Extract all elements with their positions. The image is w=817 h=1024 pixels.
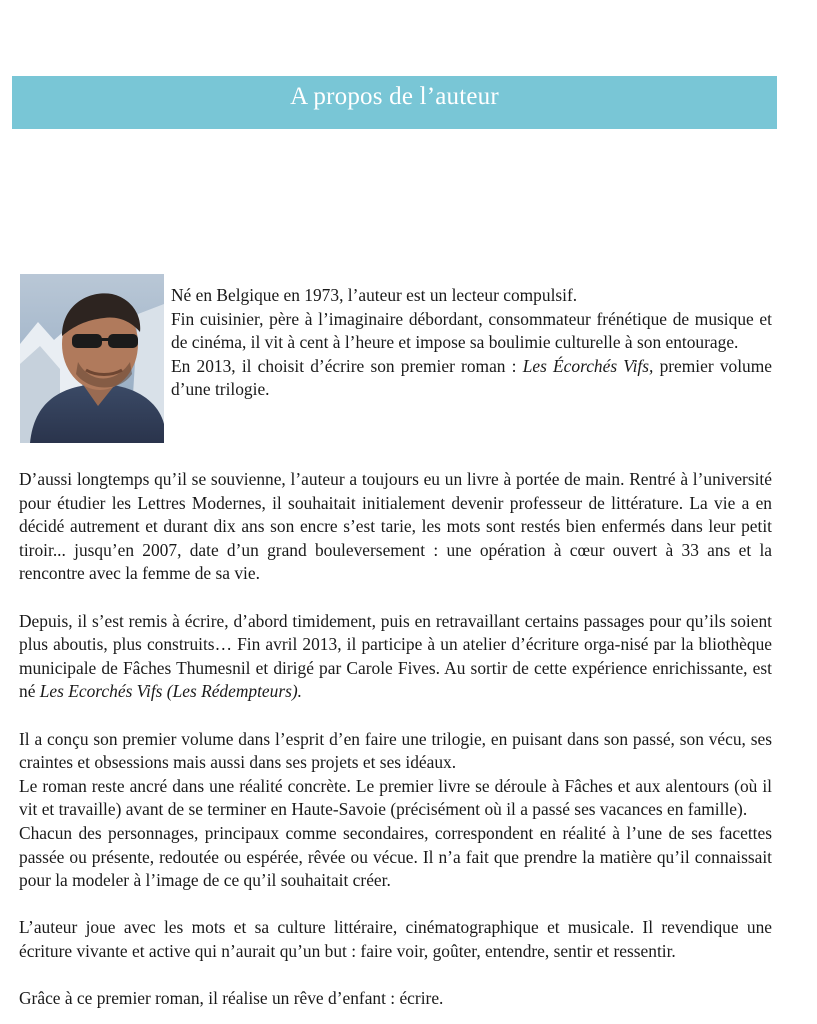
paragraph: L’auteur joue avec les mots et sa culture littéraire, cinématographique et musicale. Il revendique une écriture vivante et active qui n’aurait qu’un but : faire voir, goûter, entendre, sentir et ressentir. (19, 917, 772, 961)
author-photo (20, 274, 164, 443)
intro-text-span: premier volume d’une trilogie. (171, 355, 772, 400)
paragraph: Chacun des personnages, principaux comme secondaires, correspondent en réalité à l’une de ses facettes passée ou présente, redoutée ou espérée, rêvée ou vécue. Il n’a fait que prendre la matière qu’il connaissait pour la modeler à l’image de ce qu’il souhaitait créer. (19, 822, 772, 891)
paragraph: D’aussi longtemps qu’il se souvienne, l’auteur a toujours eu un livre à portée de main. Rentré à l’université pour étudier les Lettres Modernes, il souhaitait initialement devenir professeur de littérature. La vie a en décidé autrement et durant dix ans son encre s’est tarie, les mots sont restés bien enfermés dans leur petit tiroir... jusqu’en 2007, date d’un grand bouleversement : une opération à cœur ouvert à 33 ans et la rencontre avec la femme de sa vie. (19, 469, 772, 584)
title-banner (12, 76, 777, 129)
book-title: Les Écorchés Vifs, (522, 355, 654, 376)
paragraph: Le roman reste ancré dans une réalité concrète. Le premier livre se déroule à Fâches et aux alentours (où il vit et travaille) avant de se terminer en Haute-Savoie (précisément où il a passé ses vacances en famille). (19, 775, 772, 820)
book-title: Les Ecorchés Vifs (Les Rédempteurs). (39, 681, 303, 702)
intro-line: Né en Belgique en 1973, l’auteur est un lecteur compulsif. (171, 285, 578, 305)
paragraph: Il a conçu son premier volume dans l’esprit d’en faire une trilogie, en puisant dans son passé, son vécu, ses craintes et obsessions mais aussi dans ses projets et ses idéaux. (19, 728, 772, 773)
intro-line (171, 355, 772, 402)
intro-text (171, 284, 772, 402)
intro-line: Fin cuisinier, père à l’imaginaire débordant, consommateur frénétique de musique et de cinéma, il vit à cent à l’heure et impose sa boulimie culturelle à son entourage. (171, 308, 772, 353)
intro-text-span: En 2013, il choisit d’écrire son premier roman : (171, 355, 523, 376)
paragraph (19, 610, 772, 704)
author-portrait-icon (20, 274, 164, 443)
page-title: A propos de l’auteur (290, 82, 499, 110)
biography-text (19, 468, 772, 1011)
paragraph: Grâce à ce premier roman, il réalise un rêve d’enfant : écrire. (19, 988, 444, 1009)
paragraph-span: Depuis, il s’est remis à écrire, d’abord timidement, puis en retravaillant certains passages pour qu’ils soient plus aboutis, plus construits… Fin avril 2013, il participe à un atelier d’écriture orga-nisé par la bliothèque municipale de Fâches Thumesnil et dirigé par Carole Fives. Au sortir de cette expérience enrichissante, est né (19, 610, 772, 702)
